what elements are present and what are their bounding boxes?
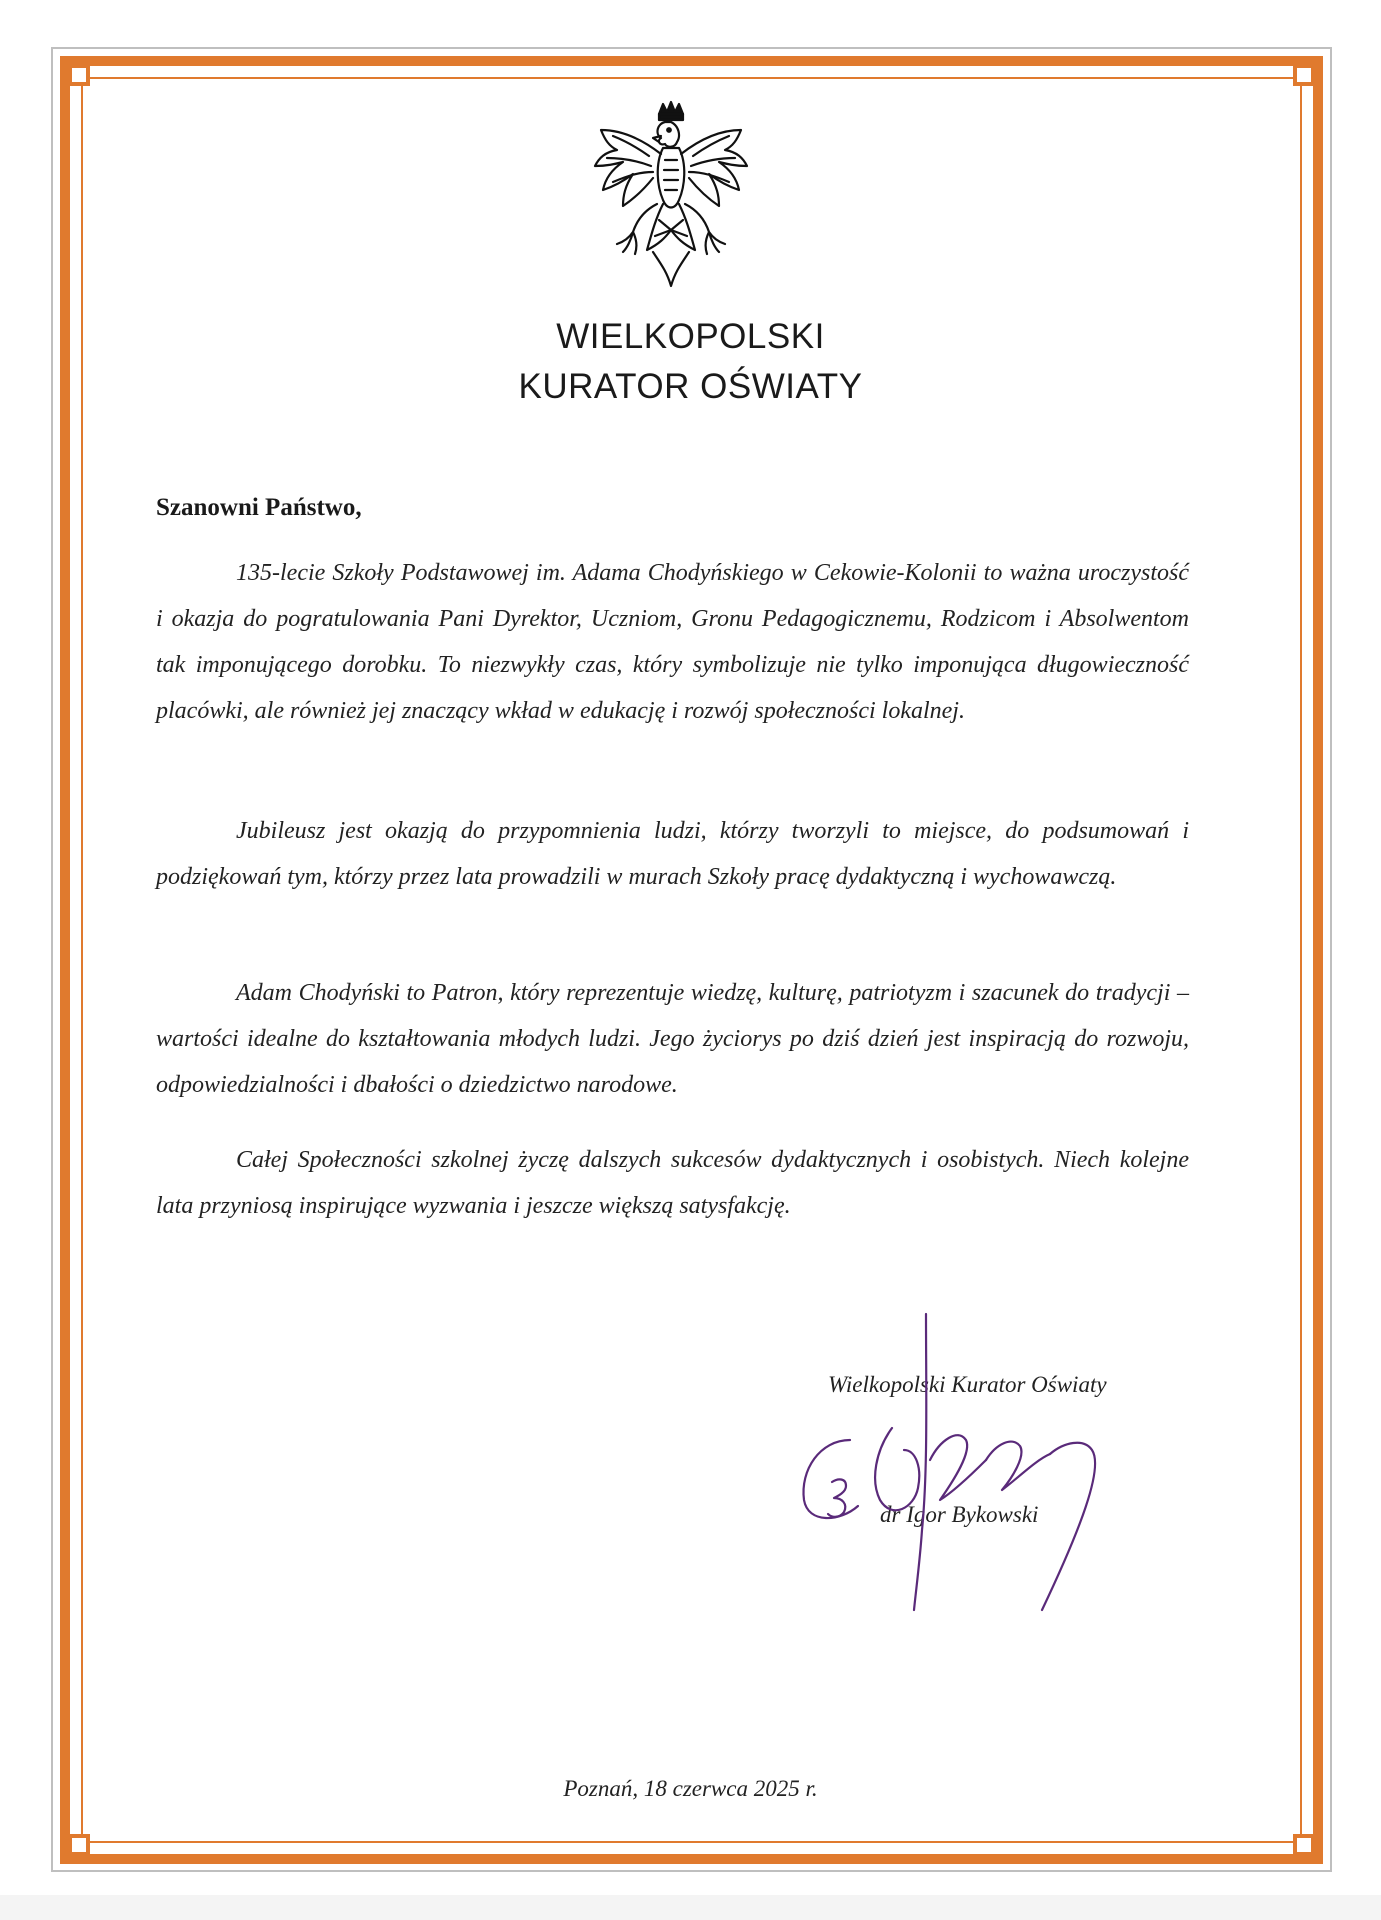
handwritten-signature [780,1310,1140,1620]
letter-paragraph [156,1137,1189,1229]
salutation: Szanowni Państwo, [156,494,362,521]
issuer-header-line2: KURATOR OŚWIATY [518,367,863,406]
place-and-date: Poznań, 18 czerwca 2025 r. [563,1776,818,1801]
signatory-title: Wielkopolski Kurator Oświaty [828,1372,1107,1397]
issuer-header-line1: WIELKOPOLSKI [556,317,825,356]
letter-paragraph [156,970,1189,1108]
paragraph-text: 135-lecie Szkoły Podstawowej im. Adama Chodyńskiego w Cekowie-Kolonii to ważna uroczystość i okazja do pogratulowania Pani Dyrektor, Uczniom, Gronu Pedagogicznemu, Rodzicom i Absolwentom tak imponującego dorobku. To niezwykły czas, który symbolizuje nie tylko imponująca długowieczność placówki, ale również jej znaczący wkład w edukację i rozwój społeczności lokalnej. [156,560,1189,724]
scan-edge [0,1895,1381,1920]
signatory-name: dr Igor Bykowski [880,1502,1039,1527]
issuer-header [0,312,1381,412]
paragraph-text: Adam Chodyński to Patron, który reprezentuje wiedzę, kulturę, patriotyzm i szacunek do tradycji – wartości idealne do kształtowania młodych ludzi. Jego życiorys po dziś dzień jest inspiracją do rozwoju, odpowiedzialności i dbałości o dziedzictwo narodowe. [156,980,1189,1098]
paragraph-text: Jubileusz jest okazją do przypomnienia ludzi, którzy tworzyli to miejsce, do podsumowań i podziękowań tym, którzy przez lata prowadzili w murach Szkoły pracę dydaktyczną i wychowawczą. [156,818,1189,890]
letter-paragraph [156,550,1189,734]
eagle-emblem-icon [583,100,759,290]
paragraph-text: Całej Społeczności szkolnej życzę dalszych sukcesów dydaktycznych i osobistych. Niech kolejne lata przyniosą inspirujące wyzwania i jeszcze większą satysfakcję. [156,1147,1189,1219]
letter-paragraph [156,808,1189,900]
